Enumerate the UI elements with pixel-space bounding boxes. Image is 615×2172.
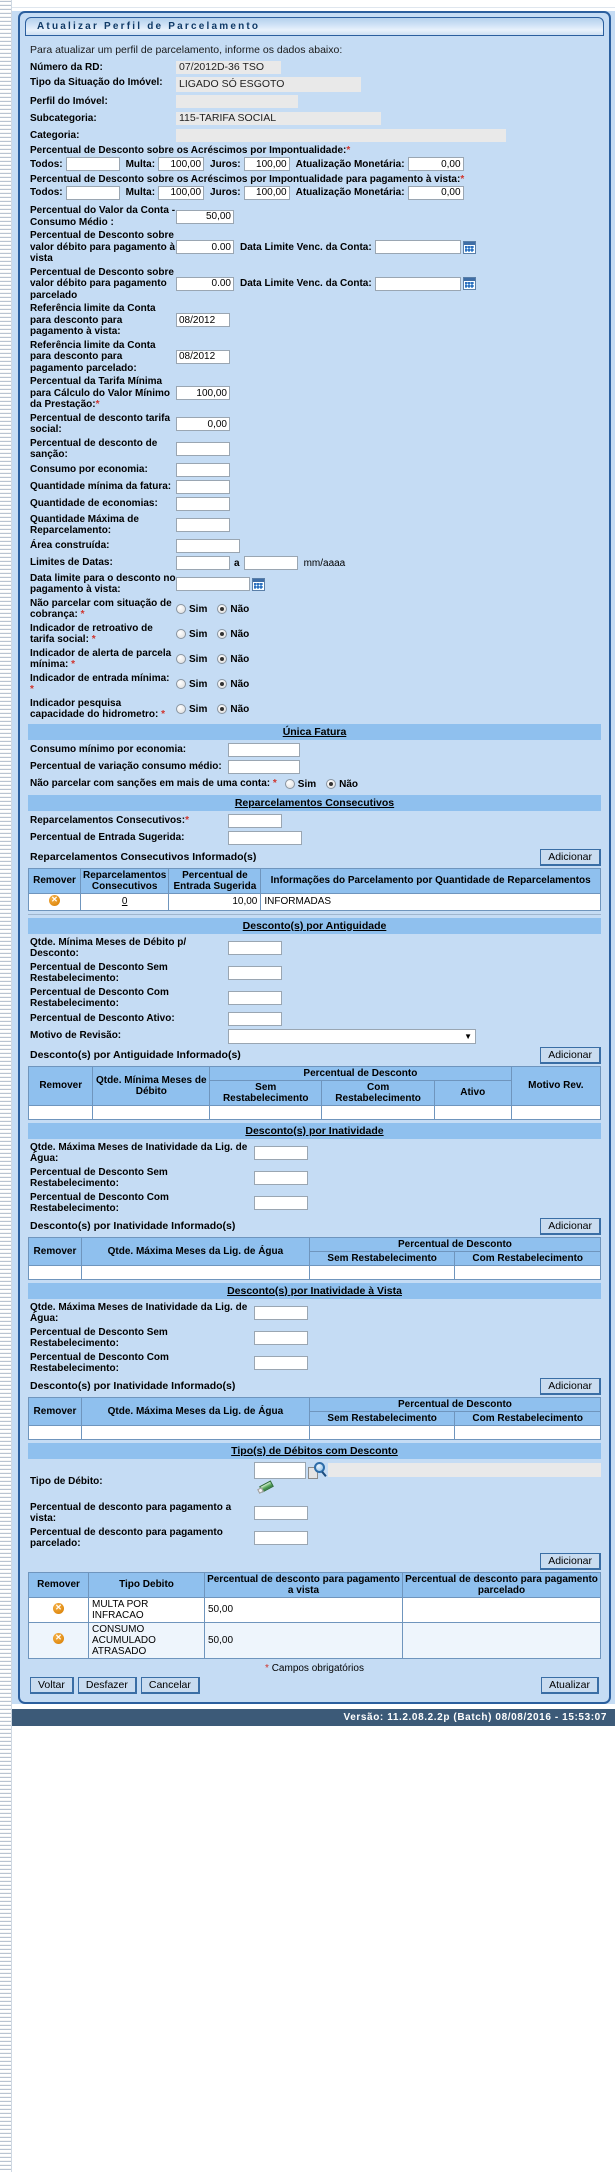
categoria-value [176,129,506,142]
perfil-imovel-value [176,95,298,108]
tarifa-minima-label: Percentual da Tarifa Mínima para Cálculo do Valor Mínimo da Prestação:* [30,376,171,410]
acrescimos-heading-2: Percentual de Desconto sobre os Acréscimos por Impontualidade para pagamento à vista:* [30,173,465,185]
cell-inatv-sem [309,1425,455,1439]
cell-td-parcelado [403,1622,601,1658]
addrow-tipos-debitos [28,1553,601,1570]
cell-inat-sem [309,1265,455,1279]
row-consumo-economia [28,463,601,478]
row-desc-parcelado-tipo [28,1527,601,1550]
radio-nao-4[interactable] [217,704,227,714]
th-inatv-remover: Remover [29,1397,82,1425]
inatv-com-rest-input[interactable] [254,1356,308,1370]
radio-group-2[interactable] [176,654,256,665]
cell-antig-com [322,1105,434,1119]
todos-input-2[interactable] [66,186,120,200]
section-title-inatividade-vista: Desconto(s) por Inatividade à Vista [28,1283,601,1299]
radio-sim-3[interactable] [176,679,186,689]
radio-nao-3[interactable] [217,679,227,689]
table-row [29,1265,601,1279]
radio-row-entrada-minima [28,673,601,696]
radio-sim-0[interactable] [176,604,186,614]
multa-label-2: Multa: [125,187,156,198]
section-title-tipos-debitos: Tipo(s) de Débitos com Desconto [28,1443,601,1459]
ref-limite-parcelado-label: Referência limite da Conta para desconto para pagamento parcelado: [30,339,156,374]
cell-antig-ativo [434,1105,511,1119]
row-data-limite-desconto [28,573,601,596]
cell-consecutivos[interactable]: 0 [81,893,169,910]
field-row-subcategoria [28,111,601,126]
ref-limite-vista-input[interactable] [176,313,230,327]
status-bar: Versão: 11.2.08.2.2p (Batch) 08/08/2016 - 15:53:07 [0,1709,615,1726]
reparc-informados-label: Reparcelamentos Consecutivos Informado(s) [30,851,257,863]
cell-inatv-remover [29,1425,82,1439]
perc-variacao-input[interactable] [228,760,300,774]
th-antig-ativo: Ativo [434,1080,511,1105]
todos-input-1[interactable] [66,157,120,171]
radio-sim-2[interactable] [176,654,186,664]
data-limite-vista-input[interactable] [375,240,461,254]
atualizacao-label-1: Atualização Monetária: [295,158,405,170]
table-header-row-group [29,1066,601,1080]
table-row [29,1425,601,1439]
inat-sem-rest-input[interactable] [254,1171,308,1185]
motivo-revisao-select[interactable] [228,1029,476,1044]
antig-com-rest-label: Percentual de Desconto Com Restabelecimento: [30,986,169,1009]
qtd-max-reparc-label: Quantidade Máxima de Reparcelamento: [30,513,139,536]
radio-sim-label-1: Sim [189,628,208,640]
row-qtd-max-reparc [28,514,601,537]
cell-entrada: 10,00 [169,893,261,910]
required-text: Campos obrigatórios [268,1662,364,1674]
row-inat-com-rest [28,1192,601,1215]
consumo-minimo-label: Consumo mínimo por economia: [30,744,187,756]
row-perc-variacao [28,760,601,775]
row-ref-limite-vista [28,303,601,338]
acrescimos-row-2 [28,185,601,200]
data-limite-desconto-label: Data limite para o desconto no pagamento à vista: [30,572,176,595]
field-row-perfil-imovel [28,94,601,109]
data-limite-vista-label: Data Limite Venc. da Conta: [240,241,372,253]
row-ref-limite-parcelado [28,340,601,375]
antig-ativo-label: Percentual de Desconto Ativo: [30,1013,175,1025]
radio-sim-label-2: Sim [189,653,208,665]
chevron-down-icon: ▼ [464,1031,472,1041]
subcategoria-value: 115-TARIFA SOCIAL [176,112,381,125]
row-qtd-min-fatura [28,480,601,495]
tipo-debito-code-input[interactable] [254,1462,306,1479]
radio-label-0: Não parcelar com situação de cobrança: * [30,597,172,620]
radio-nao-label-2: Não [230,653,250,665]
radio-nao-label-sancoes: Não [339,778,359,790]
numero-rd-label: Número da RD: [30,61,103,73]
categoria-label: Categoria: [30,129,80,141]
cell-td-parcelado [403,1597,601,1622]
tipo-debito-label: Tipo de Débito: [30,1475,103,1487]
acrescimos-heading-1: Percentual de Desconto sobre os Acréscimos por Impontualidade:* [30,145,351,156]
field-row-numero-rd [28,60,601,75]
perc-desc-vista-input[interactable] [176,240,234,254]
page-ruler [0,0,12,2172]
entrada-sugerida-label: Percentual de Entrada Sugerida: [30,832,185,844]
cell-info: INFORMADAS [261,893,601,910]
radio-sim-label-0: Sim [189,603,208,615]
row-inatv-sem-rest [28,1327,601,1350]
radio-row-nao-parcelar-cobranca [28,598,601,621]
inat-qtde-max-label: Qtde. Máxima Meses de Inatividade da Lig. de Água: [30,1141,248,1164]
limites-datas-de-input[interactable] [176,556,230,570]
addrow-inatividade-vista [28,1378,601,1395]
radio-nao-sancoes[interactable] [326,779,336,789]
row-perc-desc-vista [28,230,601,265]
desc-tarifa-social-input[interactable] [176,417,230,431]
th-inat-sem: Sem Restabelecimento [309,1251,455,1265]
table-reparcelamentos [28,868,601,911]
radio-nao-label-4: Não [230,703,250,715]
th-remover: Remover [29,868,81,893]
cell-inat-remover [29,1265,82,1279]
th-antig-group: Percentual de Desconto [210,1066,512,1080]
inatv-com-rest-label: Percentual de Desconto Com Restabelecimento: [30,1351,169,1374]
inat-sem-rest-label: Percentual de Desconto Sem Restabelecimento: [30,1166,168,1189]
atualizar-button[interactable]: Atualizar [541,1677,599,1694]
row-antig-ativo [28,1012,601,1027]
reparc-consecutivos-label: Reparcelamentos Consecutivos:* [30,815,189,827]
radio-nao-1[interactable] [217,629,227,639]
juros-label-1: Juros: [210,158,241,170]
radio-group-1[interactable] [176,629,256,640]
qtd-min-fatura-input[interactable] [176,480,230,494]
th-antig-qtde: Qtde. Mínima Meses de Débito [93,1066,210,1105]
atualizacao-label-2: Atualização Monetária: [295,187,405,198]
row-antig-com-rest [28,987,601,1010]
consumo-minimo-input[interactable] [228,743,300,757]
th-antig-sem: Sem Restabelecimento [210,1080,322,1105]
desc-tarifa-social-label: Percentual de desconto tarifa social: [30,412,171,435]
perc-valor-conta-label: Percentual do Valor da Conta - Consumo Médio : [30,205,176,228]
radio-group-0[interactable] [176,604,256,615]
tipo-debito-description [328,1463,601,1477]
cell-inat-qtde [81,1265,309,1279]
calendar-icon[interactable] [463,277,476,290]
radio-sim-label-sancoes: Sim [297,778,317,790]
perc-desc-vista-label: Percentual de Desconto sobre valor débito para pagamento à vista [30,230,176,264]
radio-nao-0[interactable] [217,604,227,614]
subcategoria-label: Subcategoria: [30,112,97,124]
data-limite-parcelado-label: Data Limite Venc. da Conta: [240,278,372,290]
antig-sem-rest-label: Percentual de Desconto Sem Restabelecimento: [30,961,168,984]
th-antig-remover: Remover [29,1066,93,1105]
voltar-button[interactable]: Voltar [30,1677,74,1694]
table-row [29,1105,601,1119]
inatv-informados-label: Desconto(s) por Inatividade Informado(s) [30,1380,236,1392]
page-title: Atualizar Perfil de Parcelamento [37,21,261,32]
th-td-parcelado: Percentual de desconto para pagamento parcelado [403,1572,601,1597]
th-inat-com: Com Restabelecimento [455,1251,601,1265]
cell-td-tipo: CONSUMO ACUMULADO ATRASADO [89,1622,205,1658]
todos-label-1: Todos: [30,158,63,170]
addrow-inatividade [28,1218,601,1235]
row-perc-valor-conta [28,205,601,228]
intro-text: Para atualizar um perfil de parcelamento, informe os dados abaixo: [30,44,343,56]
row-desc-tarifa-social [28,413,601,436]
th-entrada-sugerida: Percentual de Entrada Sugerida [169,868,261,893]
table-row [29,1597,601,1622]
table-row [29,1622,601,1658]
add-inatividade-vista-button[interactable]: Adicionar [540,1378,601,1395]
inat-qtde-max-input[interactable] [254,1146,308,1160]
desfazer-button[interactable]: Desfazer [78,1677,137,1694]
data-limite-parcelado-input[interactable] [375,277,461,291]
acrescimos-row-1 [28,157,601,172]
add-tipo-debito-button[interactable]: Adicionar [540,1553,601,1570]
radio-group-4[interactable] [176,704,256,715]
th-inatv-com: Com Restabelecimento [455,1411,601,1425]
cell-td-remover[interactable] [29,1622,89,1658]
radio-nao-label-1: Não [230,628,250,640]
calendar-icon[interactable] [463,241,476,254]
th-informacoes: Informações do Parcelamento por Quantidade de Reparcelamentos [261,868,601,893]
todos-label-2: Todos: [30,187,63,198]
remove-icon[interactable] [53,1633,64,1644]
qtd-min-fatura-label: Quantidade mínima da fatura: [30,481,172,493]
row-inat-qtde-max [28,1142,601,1165]
th-inatv-sem: Sem Restabelecimento [309,1411,455,1425]
tarifa-minima-input[interactable] [176,386,230,400]
required-fields-note [28,1663,601,1674]
perc-desc-parcelado-label: Percentual de Desconto sobre valor débito para pagamento parcelado [30,266,174,301]
row-qtd-economias [28,497,601,512]
radio-nao-2[interactable] [217,654,227,664]
radio-row-pesquisa-hidrometro [28,698,601,721]
limites-datas-hint: mm/aaaa [303,557,346,569]
th-antig-com: Com Restabelecimento [322,1080,434,1105]
ref-limite-parcelado-input[interactable] [176,350,230,364]
antig-com-rest-input[interactable] [228,991,282,1005]
table-row [29,893,601,910]
th-inat-qtde: Qtde. Máxima Meses da Lig. de Água [81,1237,309,1265]
row-consumo-minimo-economia [28,743,601,758]
inatv-sem-rest-input[interactable] [254,1331,308,1345]
divider [28,914,601,915]
nao-parcelar-sancoes-label: Não parcelar com sanções em mais de uma conta: * [30,778,277,790]
inat-informados-label: Desconto(s) por Inatividade Informado(s) [30,1220,236,1232]
antig-ativo-input[interactable] [228,1012,282,1026]
form-frame [18,11,611,1704]
tipo-desc-parcelado-label: Percentual de desconto para pagamento parcelado: [30,1526,223,1549]
row-limites-datas [28,556,601,571]
cell-antig-remover [29,1105,93,1119]
cell-antig-sem [210,1105,322,1119]
radio-sim-1[interactable] [176,629,186,639]
row-antig-sem-rest [28,962,601,985]
juros-label-2: Juros: [210,187,241,198]
limites-datas-ate-input[interactable] [244,556,298,570]
cell-inat-com [455,1265,601,1279]
consumo-economia-label: Consumo por economia: [30,464,148,476]
inatv-sem-rest-label: Percentual de Desconto Sem Restabelecimento: [30,1326,168,1349]
page-body [12,11,615,1704]
section-title-antiguidade: Desconto(s) por Antiguidade [28,918,601,934]
perc-variacao-label: Percentual de variação consumo médio: [30,761,222,773]
cell-antig-motivo [511,1105,600,1119]
section-title-unica-fatura: Única Fatura [28,724,601,740]
juros-input-2[interactable] [244,186,290,200]
th-inatv-group: Percentual de Desconto [309,1397,600,1411]
atualizacao-input-1[interactable] [408,157,464,171]
antig-motivo-label: Motivo de Revisão: [30,1030,122,1042]
th-inatv-qtde: Qtde. Máxima Meses da Lig. de Água [81,1397,309,1425]
perc-desc-parcelado-input[interactable] [176,277,234,291]
table-antiguidade [28,1066,601,1120]
cell-td-vista: 50,00 [205,1597,403,1622]
th-consecutivos: Reparcelamentos Consecutivos [81,868,169,893]
row-entrada-sugerida [28,831,601,846]
table-inatividade [28,1237,601,1280]
tipo-desc-vista-label: Percentual de desconto para pagamento a vista: [30,1501,232,1524]
table-tipos-debitos [28,1572,601,1659]
cell-antig-qtde [93,1105,210,1119]
table-header-row [29,868,601,893]
juros-input-1[interactable] [244,157,290,171]
th-inat-group: Percentual de Desconto [309,1237,600,1251]
th-antig-motivo: Motivo Rev. [511,1066,600,1105]
table-inatividade-vista [28,1397,601,1440]
cell-td-vista: 50,00 [205,1622,403,1658]
entrada-sugerida-input[interactable] [228,831,302,845]
radio-nao-label-0: Não [230,603,250,615]
numero-rd-value: 07/2012D-36 TSO [176,61,281,74]
section-title-inatividade: Desconto(s) por Inatividade [28,1123,601,1139]
limites-datas-label: Limites de Datas: [30,557,113,569]
search-icon[interactable] [308,1462,325,1479]
qtd-max-reparc-input[interactable] [176,518,230,532]
cell-inatv-qtde [81,1425,309,1439]
radio-label-1: Indicador de retroativo de tarifa social: * [30,622,153,645]
qtd-economias-label: Quantidade de economias: [30,498,158,510]
table-header-row-group [29,1237,601,1251]
desc-sancao-label: Percentual de desconto de sanção: [30,437,158,460]
footer-buttons [28,1677,601,1696]
inatv-qtde-max-label: Qtde. Máxima Meses de Inatividade da Lig. de Água: [30,1301,248,1324]
row-tarifa-minima [28,376,601,411]
radio-group-sancoes[interactable] [285,779,365,790]
antig-informados-label: Desconto(s) por Antiguidade Informado(s) [30,1049,241,1061]
row-inat-sem-rest [28,1167,601,1190]
remove-icon[interactable] [53,1603,64,1614]
inat-com-rest-label: Percentual de Desconto Com Restabelecimento: [30,1191,169,1214]
inatv-qtde-max-input[interactable] [254,1306,308,1320]
addrow-antiguidade [28,1047,601,1064]
inat-com-rest-input[interactable] [254,1196,308,1210]
cell-td-remover[interactable] [29,1597,89,1622]
ref-limite-vista-label: Referência limite da Conta para desconto para pagamento à vista: [30,303,156,337]
row-tipo-debito [28,1462,601,1498]
th-td-tipo: Tipo Debito [89,1572,205,1597]
tipo-desc-vista-input[interactable] [254,1506,308,1520]
add-inatividade-button[interactable]: Adicionar [540,1218,601,1235]
radio-label-4: Indicador pesquisa capacidade do hidrometro: * [30,697,166,720]
cancelar-button[interactable]: Cancelar [141,1677,200,1694]
row-reparcelamentos-consecutivos [28,814,601,829]
area-construida-label: Área construída: [30,540,110,552]
cell-remover[interactable] [29,893,81,910]
consumo-economia-input[interactable] [176,463,230,477]
desc-sancao-input[interactable] [176,442,230,456]
radio-nao-label-3: Não [230,678,250,690]
row-antig-qtde-min [28,937,601,960]
limites-datas-separator: a [234,557,240,569]
table-header-row [29,1572,601,1597]
radio-label-2: Indicador de alerta de parcela mínima: * [30,647,172,670]
th-inat-remover: Remover [29,1237,82,1265]
tipo-situacao-label: Tipo da Situação do Imóvel: [30,77,163,88]
row-perc-desc-parcelado [28,267,601,302]
row-desc-sancao [28,438,601,461]
tipo-desc-parcelado-input[interactable] [254,1531,308,1545]
multa-input-1[interactable] [158,157,204,171]
row-inatv-com-rest [28,1352,601,1375]
field-row-categoria [28,128,601,143]
footer-left-buttons [30,1677,200,1694]
radio-group-3[interactable] [176,679,256,690]
row-area-construida [28,539,601,554]
radio-sim-4[interactable] [176,704,186,714]
row-inatv-qtde-max [28,1302,601,1325]
radio-sim-label-4: Sim [189,703,208,715]
row-antig-motivo [28,1029,601,1044]
radio-label-3: Indicador de entrada mínima: * [30,672,170,695]
required-star: * [265,1662,269,1674]
radio-sim-label-3: Sim [189,678,208,690]
data-limite-desconto-input[interactable] [176,577,250,591]
multa-label-1: Multa: [125,158,156,170]
radio-sim-sancoes[interactable] [285,779,295,789]
antig-sem-rest-input[interactable] [228,966,282,980]
addrow-reparcelamentos [28,849,601,866]
th-td-remover: Remover [29,1572,89,1597]
multa-input-2[interactable] [158,186,204,200]
row-desc-vista-tipo [28,1502,601,1525]
area-construida-input[interactable] [176,539,240,553]
row-nao-parcelar-sancoes [28,777,601,792]
field-row-tipo-situacao [28,77,601,92]
antig-qtde-min-input[interactable] [228,941,282,955]
perfil-imovel-label: Perfil do Imóvel: [30,95,108,107]
tipo-situacao-value: LIGADO SÓ ESGOTO [176,77,361,92]
calendar-icon[interactable] [252,578,265,591]
add-reparcelamento-button[interactable]: Adicionar [540,849,601,866]
cell-inatv-com [455,1425,601,1439]
window-titlebar [25,17,604,36]
reparc-consecutivos-input[interactable] [228,814,282,828]
antig-qtde-min-label: Qtde. Mínima Meses de Débito p/ Desconto: [30,936,187,959]
form-body [20,36,609,1696]
remove-icon[interactable] [49,895,60,906]
add-antiguidade-button[interactable]: Adicionar [540,1047,601,1064]
section-title-reparcelamentos: Reparcelamentos Consecutivos [28,795,601,811]
cell-td-tipo: MULTA POR INFRACAO [89,1597,205,1622]
radio-row-alerta-parcela-minima [28,648,601,671]
qtd-economias-input[interactable] [176,497,230,511]
top-strip [0,0,615,8]
atualizacao-input-2[interactable] [408,186,464,200]
radio-row-retroativo-tarifa [28,623,601,646]
perc-valor-conta-input[interactable] [176,210,234,224]
pencil-icon[interactable] [258,1480,275,1495]
table-header-row-group [29,1397,601,1411]
th-td-vista: Percentual de desconto para pagamento a vista [205,1572,403,1597]
